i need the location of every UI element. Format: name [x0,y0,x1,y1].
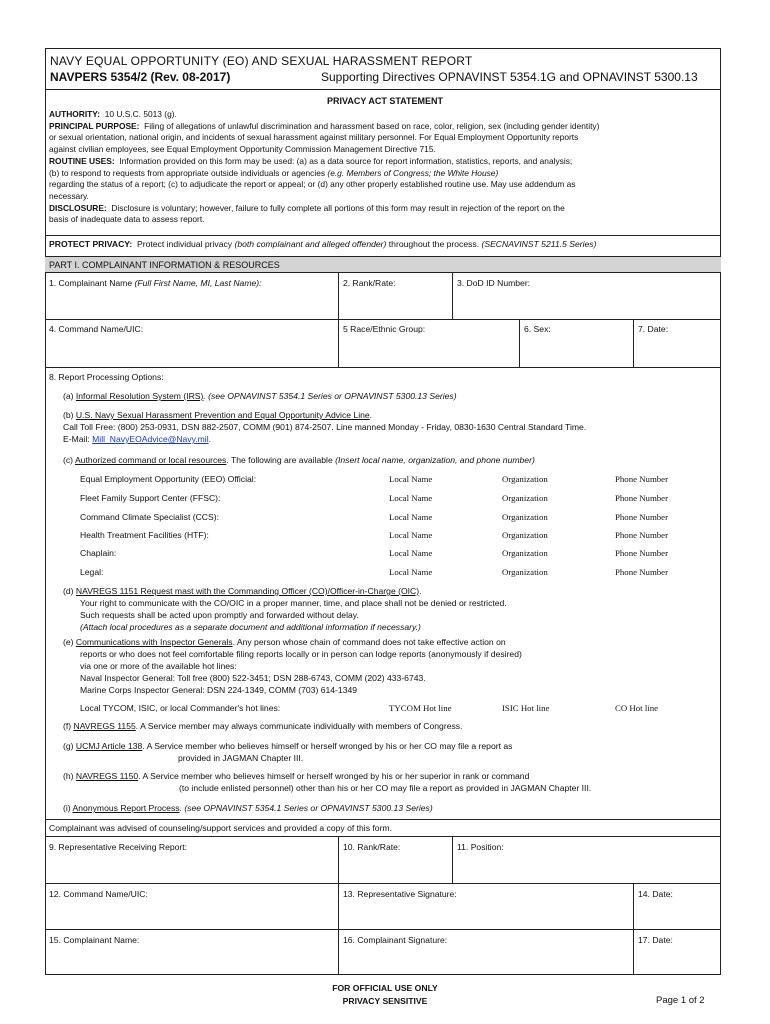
advised-statement: Complainant was advised of counseling/support services and provided a copy of this form. [49,823,392,833]
report-options-heading: 8. Report Processing Options: [49,372,164,382]
divider [338,319,339,367]
option-h: (h) NAVREGS 1150. A Service member who believes himself or herself wronged by his or her superior in rank or command [63,771,530,781]
complainant-signature-label: 16. Complainant Signature: [343,935,448,945]
option-h-text: (to include enlisted personnel) other than his or her CO may file a report as provided in JAGMAN Chapter III. [179,783,592,793]
option-g: (g) UCMJ Article 138. A Service member who believes himself or herself wronged by his or her CO may file a report as [63,741,513,751]
option-e-text: reports or who does not feel comfortable filing reports locally or in person can lodge reports (anonymously if desired) [80,649,522,659]
option-c: (c) Authorized command or local resources. The following are available (Insert local name, organization, and phone number) [63,455,535,465]
divider [519,319,520,367]
divider [45,836,721,837]
naval-ig-contact: Naval Inspector General: Toll free (800) 522-3451; DSN 288-6743, COMM (202) 433-6743. [80,673,426,683]
divider [45,367,721,368]
option-e: (e) Communications with Inspector Generals. Any person whose chain of command does not take effective action on [63,637,506,647]
rank-rate-label: 2. Rank/Rate: [343,278,396,288]
advice-line-email: E-Mail: Mill_NavyEOAdvice@Navy.mil. [63,434,212,444]
option-d-text: Such requests shall be acted upon promptly and forwarded without delay. [80,610,359,620]
isic-hotline: ISIC Hot line [502,703,550,713]
option-a: (a) Informal Resolution System (IRS). (see OPNAVINST 5354.1 Series or OPNAVINST 5300.13 Series) [63,391,457,401]
option-g-text: provided in JAGMAN Chapter III. [178,753,304,763]
command-name-label: 4. Command Name/UIC: [49,324,144,334]
option-i: (i) Anonymous Report Process. (see OPNAVINST 5354.1 Series or OPNAVINST 5300.13 Series) [63,803,433,813]
footer-classification: FOR OFFICIAL USE ONLY PRIVACY SENSITIVE [332,983,438,1006]
rep-rank-label: 10. Rank/Rate: [343,842,401,852]
complainant-name-label: 1. Complainant Name (Full First Name, MI, Last Name): [49,278,262,288]
option-d-text: Your right to communicate with the CO/OIC in a proper manner, time, and place shall not be denied or restricted. [80,598,507,608]
local-hotlines-label: Local TYCOM, ISIC, or local Commander's hot lines: [80,703,281,713]
part-1-header: PART I. COMPLAINANT INFORMATION & RESOURCES [45,256,721,273]
divider [633,929,634,975]
race-ethnic-label: 5 Race/Ethnic Group: [343,324,426,334]
protect-privacy-line: PROTECT PRIVACY: Protect individual privacy (both complainant and alleged offender) throughout the process. (SECNAVINST 5211.5 Series) [49,239,597,249]
sex-label: 6. Sex: [524,324,551,334]
divider [338,929,339,975]
option-d: (d) NAVREGS 1151 Request mast with the Commanding Officer (CO)/Officer-in-Charge (OIC). [63,586,422,596]
privacy-act-statement: AUTHORITY: 10 U.S.C. 5013 (g). PRINCIPAL PURPOSE: Filing of allegations of unlawful discrimination and harassment based on race, color, religion, sex (including gender identity) or sexual orientation, national origin, and incidents of sexual harassment against military personnel. For Equal Employment Opportunity reports against civilian employees, see Equal Employment Opportunity Commission Management Directive 715. ROUTINE USES: Information provided on this form may be used: (a) as a data source for report information, statistics, reports, and analysis; (b) to respond to requests from appropriate outside individuals or agencies (e.g. Members of Congress; the White House) regarding the status of a report; (c) to adjudicate the report or appeal; or (d) any other properly established routine use. May use addendum as necessary. DISCLOSURE: Disclosure is voluntary; however, failure to fully complete all portions of this form may result in rejection of the report on the basis of inadequate data to assess report. [49,109,600,225]
divider [338,273,339,319]
email-link[interactable]: Mill_NavyEOAdvice@Navy.mil [92,434,209,444]
supporting-directives: Supporting Directives OPNAVINST 5354.1G and OPNAVINST 5300.13 [321,70,698,84]
option-d-note: (Attach local procedures as a separate document and additional information if necessary.) [80,622,421,632]
divider [45,883,721,884]
advice-line-phone: Call Toll Free: (800) 253-0931, DSN 882-2507, COMM (901) 874-2507. Line manned Monday - Friday, 0830-1630 Central Standard Time. [63,422,587,432]
form-number: NAVPERS 5354/2 (Rev. 08-2017) [50,70,231,84]
divider [452,836,453,883]
divider [452,273,453,319]
form-title: NAVY EQUAL OPPORTUNITY (EO) AND SEXUAL HARASSMENT REPORT [50,54,473,68]
marine-ig-contact: Marine Corps Inspector General: DSN 224-1349, COMM (703) 614-1349 [80,685,358,695]
divider [633,319,634,367]
divider [338,883,339,929]
option-f: (f) NAVREGS 1155. A Service member may always communicate individually with members of Congress. [63,721,463,731]
rep-position-label: 11. Position: [457,842,504,852]
option-b: (b) U.S. Navy Sexual Harassment Prevention and Equal Opportunity Advice Line. [63,410,373,420]
rep-command-label: 12. Command Name/UIC: [49,889,148,899]
option-e-text: via one or more of the available hot lines: [80,661,237,671]
divider [45,89,721,90]
rep-signature-label: 13. Representative Signature: [343,889,457,899]
divider [338,836,339,883]
page-number: Page 1 of 2 [656,995,705,1006]
divider [45,235,721,236]
dod-id-label: 3. DoD ID Number: [457,278,531,288]
tycom-hotline: TYCOM Hot line [389,703,452,713]
divider [45,319,721,320]
divider [633,883,634,929]
divider [45,929,721,930]
complainant-date-label: 17. Date: [638,935,673,945]
divider [45,819,721,820]
co-hotline: CO Hot line [615,703,659,713]
date-label: 7. Date: [638,324,669,334]
complainant-name-sign-label: 15. Complainant Name: [49,935,140,945]
privacy-act-heading: PRIVACY ACT STATEMENT [326,96,443,106]
rep-date-label: 14. Date: [638,889,673,899]
representative-label: 9. Representative Receiving Report: [49,842,188,852]
